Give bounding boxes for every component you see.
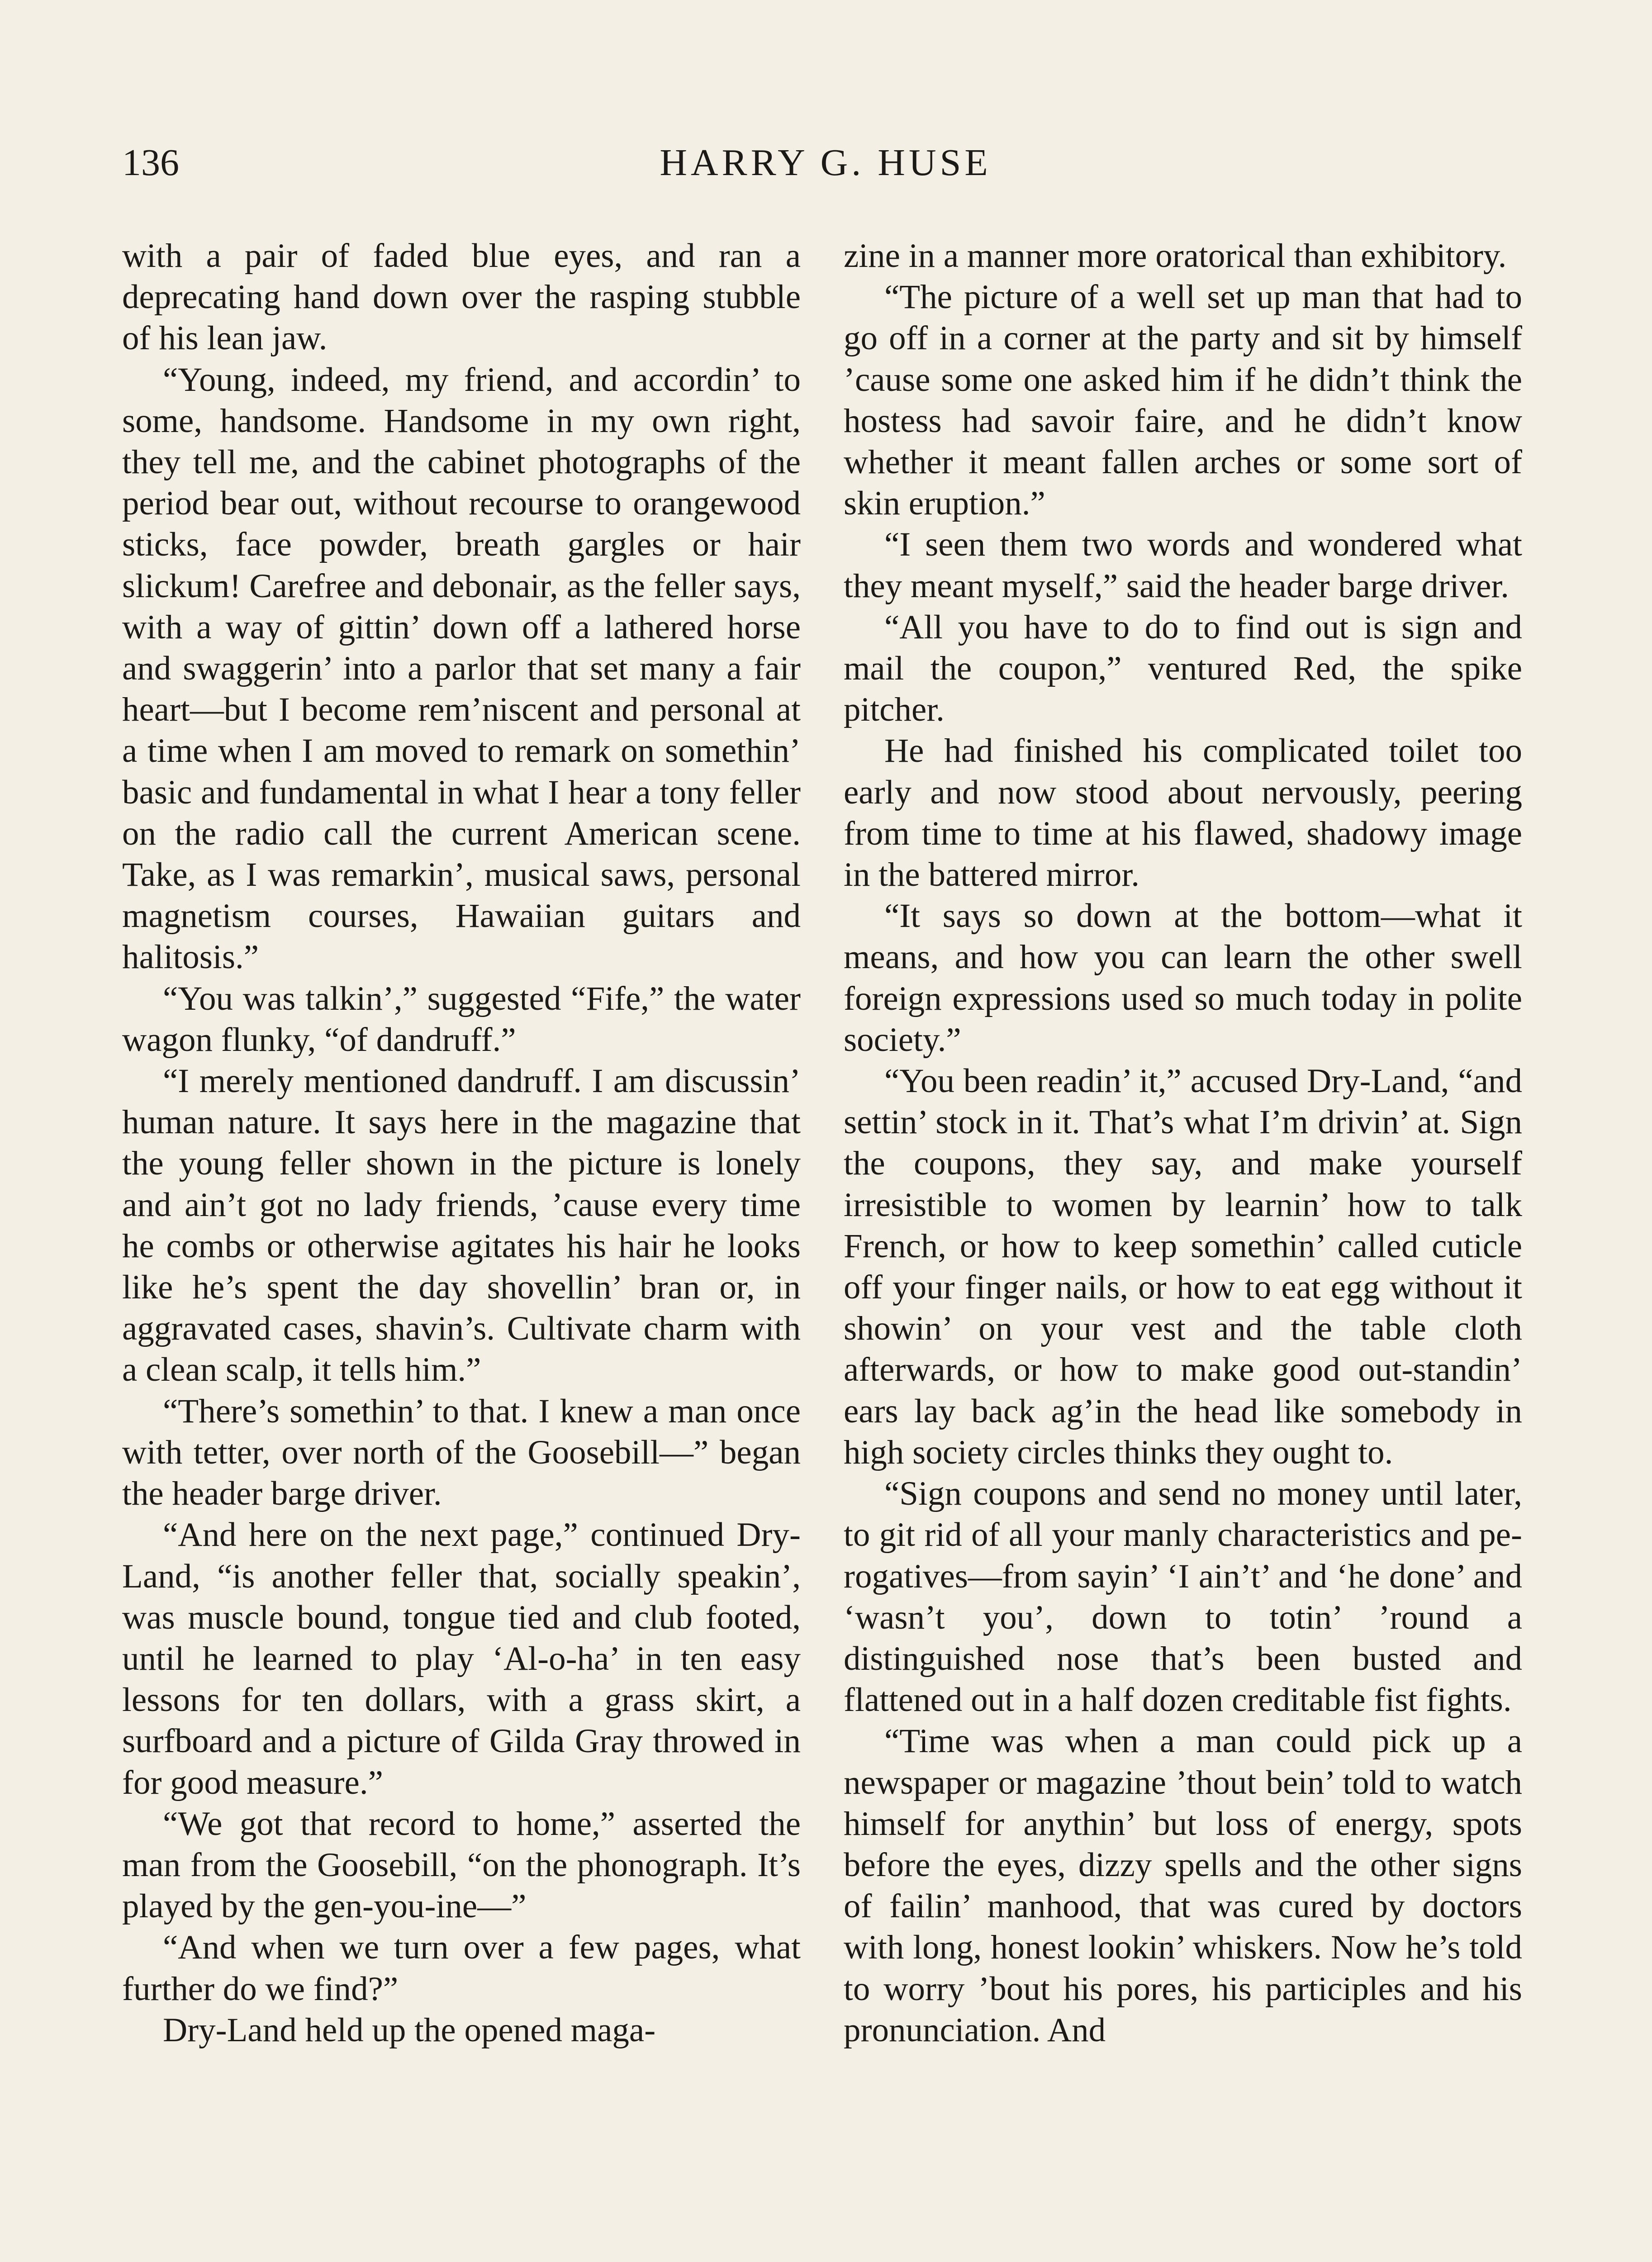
paragraph: “Young, indeed, my friend, and accordin’ to some, handsome. Handsome in my own right, they tell me, and the cabinet photographs of the period bear out, without recourse to orangewood sticks, face powder, breath gargles or hair slickum! Carefree and debonair, as the feller says, with a way of gittin’ down off a lathered horse and swaggerin’ into a parlor that set many a fair heart—but I become rem’niscent and personal at a time when I am moved to remark on somethin’ basic and fundamental in what I hear a tony feller on the radio call the current American scene. Take, as I was remarkin’, musical saws, personal magnetism courses, Hawaiian guitars and halitosis.” xyxy=(122,361,801,976)
paragraph: “I seen them two words and wondered what they meant myself,” said the header barge driver. xyxy=(844,526,1522,605)
paragraph: “All you have to do to find out is sign and mail the coupon,” ventured Red, the spike pitcher. xyxy=(844,608,1522,729)
paragraph: Dry-Land held up the opened maga- xyxy=(163,2011,656,2049)
paragraph: zine in a manner more oratorical than exhibitory. xyxy=(844,237,1507,275)
paragraph: “Time was when a man could pick up a newspaper or magazine ’thout bein’ told to watch himself for anythin’ but loss of energy, spots before the eyes, dizzy spells and the other signs of failin’ manhood, that was cured by doctors with long, honest lookin’ whiskers. Now he’s told to worry ’bout his pores, his participles and his pronunciation. And xyxy=(844,1722,1522,2049)
paragraph: “And when we turn over a few pages, what further do we find?” xyxy=(122,1929,801,2008)
right-column xyxy=(844,235,1522,2262)
paragraph: “You was talkin’,” suggested “Fife,” the water wagon flunky, “of dandruff.” xyxy=(122,979,801,1059)
page-header xyxy=(122,136,1529,195)
paragraph: with a pair of faded blue eyes, and ran a deprecating hand down over the rasping stubble of his lean jaw. xyxy=(122,237,801,357)
page-number: 136 xyxy=(122,142,179,184)
paragraph: “I merely mentioned dandruff. I am discussin’ human nature. It says here in the magazine that the young feller shown in the picture is lonely and ain’t got no lady friends, ’cause every time he combs or otherwise agitates his hair he looks like he’s spent the day shovellin’ bran or, in aggravated cases, shavin’s. Cultivate charm with a clean scalp, it tells him.” xyxy=(122,1062,801,1389)
paragraph: “It says so down at the bottom—what it means, and how you can learn the other swell foreign expressions used so much today in polite society.” xyxy=(844,897,1522,1059)
paragraph: “And here on the next page,” continued Dry-Land, “is another feller that, socially speakin’, was muscle bound, tongue tied and club footed, until he learned to play ‘Al-o-ha’ in ten easy lessons for ten dollars, with a grass skirt, a surfboard and a picture of Gilda Gray throwed in for good measure.” xyxy=(122,1516,801,1801)
paragraph: He had finished his complicated toilet too early and now stood about nervously, peering from time to time at his flawed, shadowy image in the battered mirror. xyxy=(844,732,1522,894)
paragraph: “Sign coupons and send no money until later, to git rid of all your manly characteristics and pe-rogatives—from sayin’ ‘I ain’t’ and ‘he done’ and ‘wasn’t you’, down to totin’ ’round a distinguished nose that’s been busted and flattened out in a half dozen creditable fist fights. xyxy=(844,1475,1522,1719)
paragraph: “There’s somethin’ to that. I knew a man once with tetter, over north of the Goosebill—” began the header barge driver. xyxy=(122,1392,801,1513)
paragraph: “You been readin’ it,” accused Dry-Land, “and settin’ stock in it. That’s what I’m drivin’ at. Sign the coupons, they say, and make yourself irresistible to women by learnin’ how to talk French, or how to keep somethin’ called cuticle off your finger nails, or how to eat egg without it showin’ on your vest and the table cloth afterwards, or how to make good out-standin’ ears lay back ag’in the head like somebody in high society circles thinks they ought to. xyxy=(844,1062,1522,1471)
paragraph: “The picture of a well set up man that had to go off in a corner at the party and sit by himself ’cause some one asked him if he didn’t think the hostess had savoir faire, and he didn’t know whether it meant fallen arches or some sort of skin eruption.” xyxy=(844,278,1522,523)
paragraph: “We got that record to home,” asserted the man from the Goosebill, “on the phonograph. It’s played by the gen-you-ine—” xyxy=(122,1805,801,1925)
left-column xyxy=(122,235,801,2262)
running-head: HARRY G. HUSE xyxy=(660,142,992,184)
